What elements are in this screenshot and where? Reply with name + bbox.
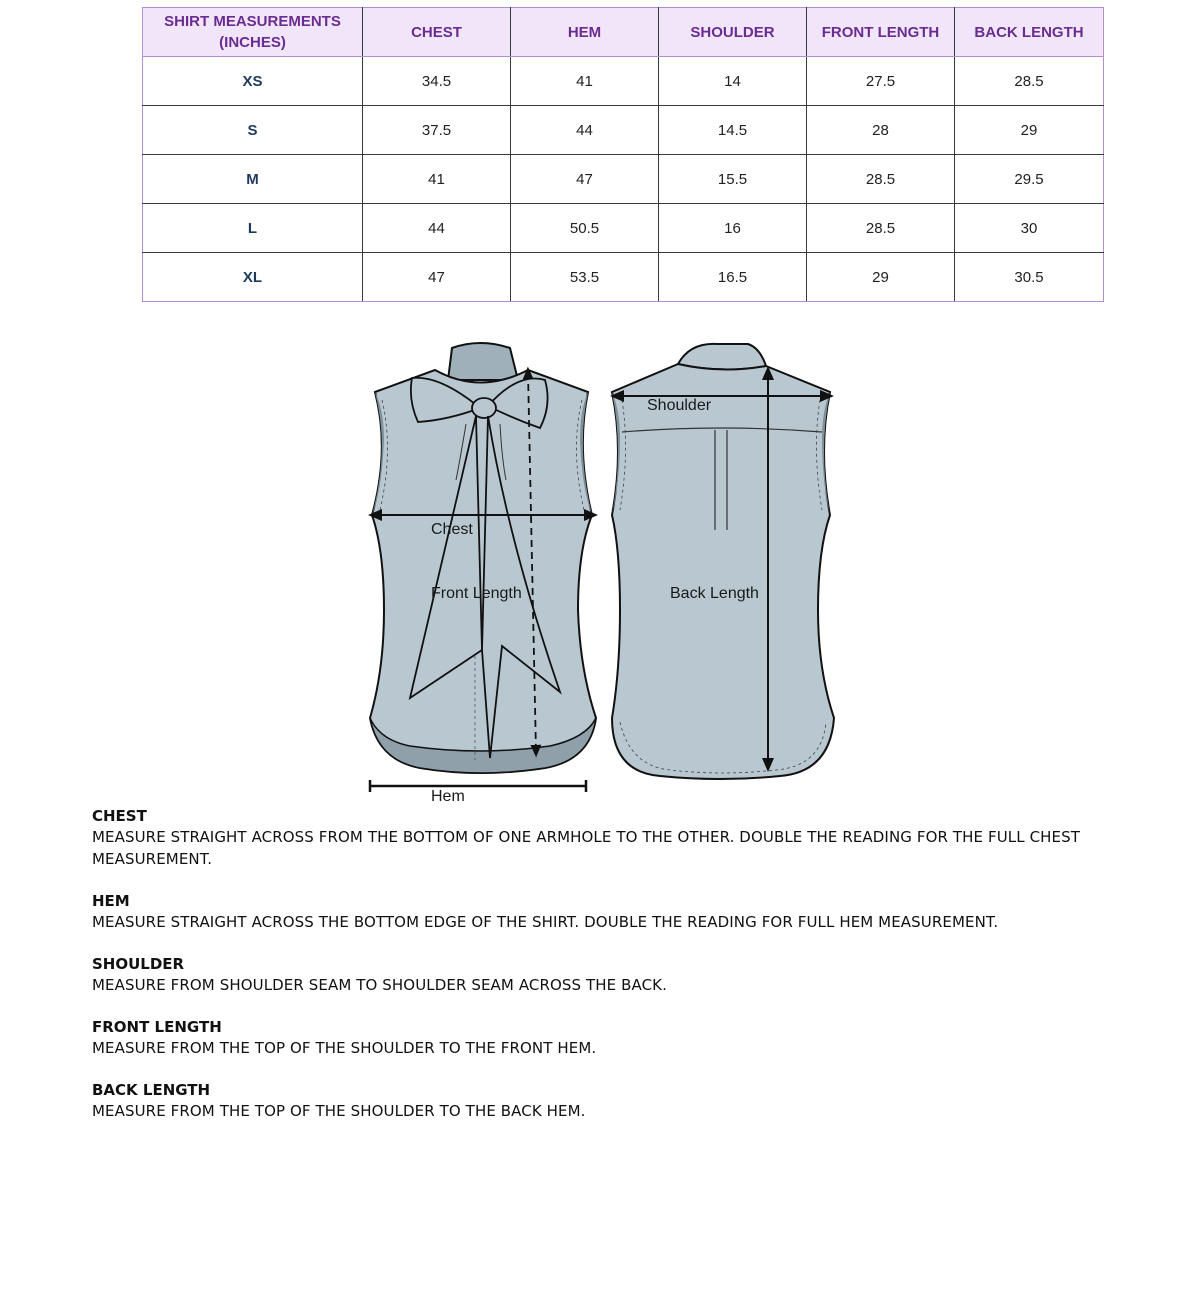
instruction-shoulder (92, 954, 1122, 996)
instruction-text: MEASURE FROM THE TOP OF THE SHOULDER TO THE BACK HEM. (92, 1102, 586, 1120)
table-cell: 41 (511, 57, 659, 106)
garment-measurement-illustration (340, 320, 860, 820)
measurement-instructions (92, 806, 1122, 1143)
header-cell-chest: CHEST (363, 8, 511, 57)
instruction-text: MEASURE STRAIGHT ACROSS FROM THE BOTTOM OF ONE ARMHOLE TO THE OTHER. DOUBLE THE READING FOR THE FULL CHEST MEASUREMENT. (92, 828, 1080, 868)
instruction-text: MEASURE FROM SHOULDER SEAM TO SHOULDER SEAM ACROSS THE BACK. (92, 976, 667, 994)
instruction-text: MEASURE STRAIGHT ACROSS THE BOTTOM EDGE OF THE SHIRT. DOUBLE THE READING FOR FULL HEM MEASUREMENT. (92, 913, 999, 931)
table-cell: 14.5 (659, 106, 807, 155)
table-cell: 27.5 (807, 57, 955, 106)
size-label-cell: L (143, 204, 363, 253)
table-row (143, 57, 1104, 106)
shoulder-label: Shoulder (647, 397, 712, 414)
header-cell-hem: HEM (511, 8, 659, 57)
header-cell-back-length: BACK LENGTH (955, 8, 1104, 57)
hem-label: Hem (431, 788, 465, 805)
table-cell: 29 (807, 253, 955, 302)
table-cell: 15.5 (659, 155, 807, 204)
size-label-cell: S (143, 106, 363, 155)
table-cell: 30.5 (955, 253, 1104, 302)
shirt-diagram-svg (340, 320, 860, 820)
size-label-cell: M (143, 155, 363, 204)
instruction-title: BACK LENGTH (92, 1081, 211, 1099)
header-cell-measurements: SHIRT MEASUREMENTS (INCHES) (143, 8, 363, 57)
table-cell: 41 (363, 155, 511, 204)
back-view-shirt (612, 344, 834, 779)
table-cell: 37.5 (363, 106, 511, 155)
front-view-shirt (370, 343, 596, 792)
instruction-chest (92, 806, 1122, 870)
instruction-front-length (92, 1017, 1122, 1059)
size-label-cell: XL (143, 253, 363, 302)
size-chart-table (142, 7, 1104, 302)
chest-label: Chest (431, 521, 473, 538)
size-label-cell: XS (143, 57, 363, 106)
instruction-text: MEASURE FROM THE TOP OF THE SHOULDER TO THE FRONT HEM. (92, 1039, 597, 1057)
table-cell: 47 (511, 155, 659, 204)
table-header-row (143, 8, 1104, 57)
table-cell: 34.5 (363, 57, 511, 106)
table-cell: 16.5 (659, 253, 807, 302)
table-row (143, 155, 1104, 204)
instruction-title: SHOULDER (92, 955, 185, 973)
header-cell-front-length: FRONT LENGTH (807, 8, 955, 57)
table-cell: 44 (511, 106, 659, 155)
table-cell: 47 (363, 253, 511, 302)
table-cell: 29 (955, 106, 1104, 155)
table-row (143, 253, 1104, 302)
table-cell: 44 (363, 204, 511, 253)
instruction-hem (92, 891, 1122, 933)
front-length-label: Front Length (431, 585, 522, 602)
table-cell: 28.5 (807, 155, 955, 204)
table-cell: 28 (807, 106, 955, 155)
table-cell: 30 (955, 204, 1104, 253)
table-row (143, 204, 1104, 253)
table-cell: 14 (659, 57, 807, 106)
table-row (143, 106, 1104, 155)
table-cell: 53.5 (511, 253, 659, 302)
instruction-title: HEM (92, 892, 130, 910)
instruction-back-length (92, 1080, 1122, 1122)
table-cell: 50.5 (511, 204, 659, 253)
table-cell: 28.5 (807, 204, 955, 253)
table-cell: 28.5 (955, 57, 1104, 106)
instruction-title: FRONT LENGTH (92, 1018, 222, 1036)
instruction-title: CHEST (92, 807, 147, 825)
table-cell: 29.5 (955, 155, 1104, 204)
header-cell-shoulder: SHOULDER (659, 8, 807, 57)
table-cell: 16 (659, 204, 807, 253)
back-length-label: Back Length (670, 585, 759, 602)
